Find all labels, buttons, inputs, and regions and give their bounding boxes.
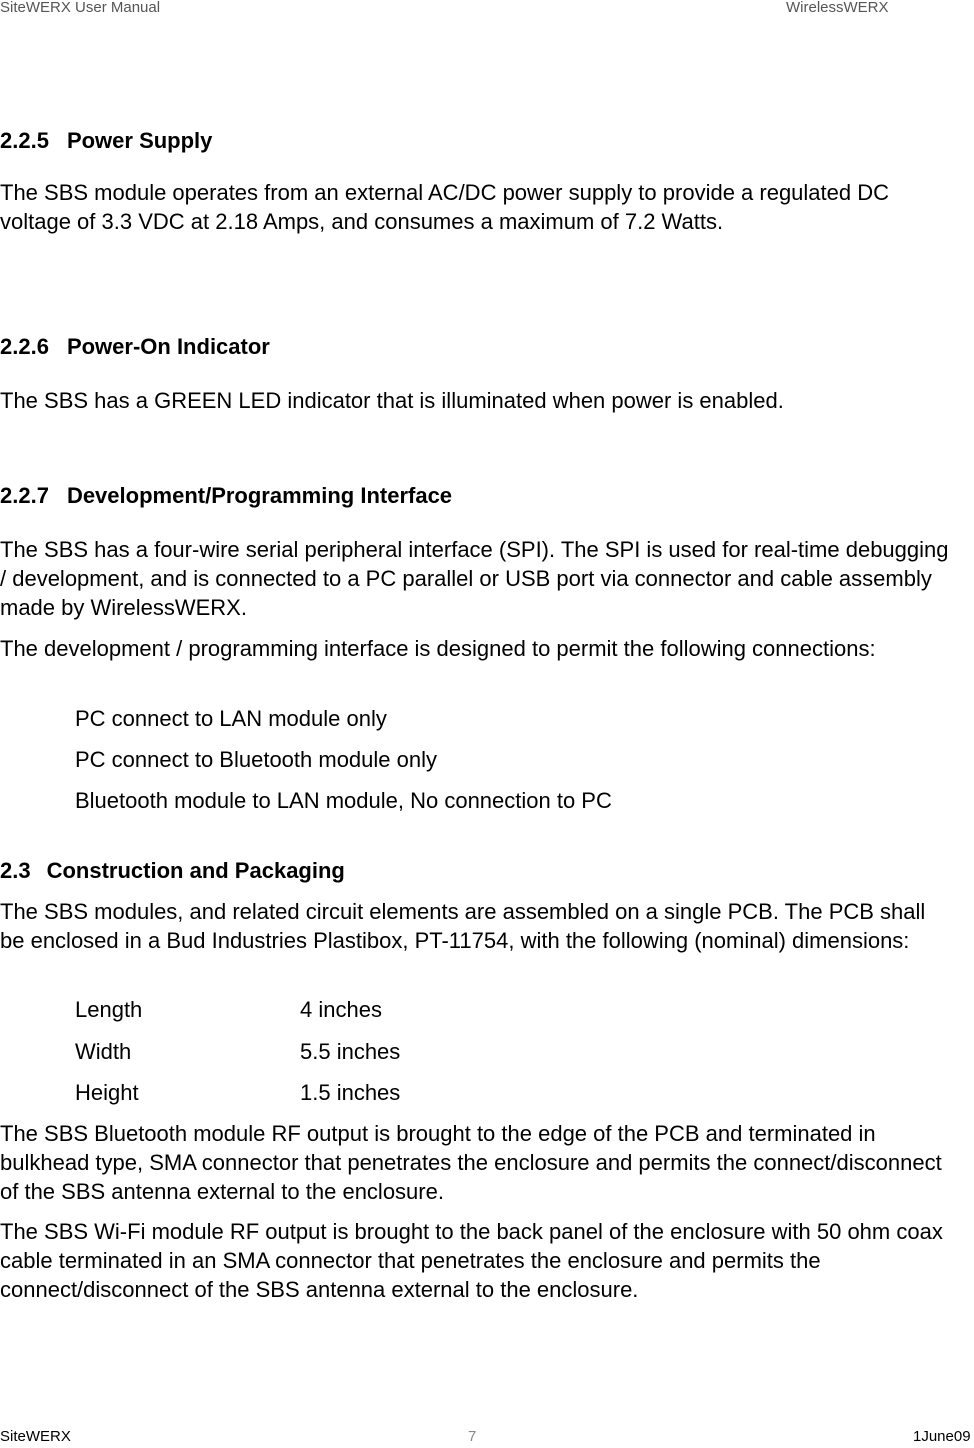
footer-left: SiteWERX (0, 1428, 71, 1445)
list-item: Bluetooth module to LAN module, No connection to PC (75, 788, 612, 813)
heading-number: 2.2.5 (0, 128, 49, 153)
dimension-value: 5.5 inches (300, 1039, 401, 1064)
list-item: PC connect to Bluetooth module only (75, 747, 438, 772)
paragraph-power-on-indicator: The SBS has a GREEN LED indicator that is illuminated when power is enabled. (0, 388, 784, 413)
heading-number: 2.2.7 (0, 483, 49, 508)
heading-title: Power-On Indicator (66, 334, 270, 359)
paragraph-connections: The development / programming interface is designed to permit the following connections: (0, 636, 876, 661)
heading-dev-interface (0, 481, 950, 510)
heading-number: 2.2.6 (0, 334, 49, 359)
footer-date: 1June09 (913, 1428, 971, 1445)
running-header-left: SiteWERX User Manual (0, 0, 161, 16)
heading-title: Development/Programming Interface (66, 483, 453, 508)
dimension-label: Length (75, 997, 143, 1022)
paragraph-spi: The SBS has a four-wire serial peripheral interface (SPI). The SPI is used for real-time debugging / development, and is connected to a PC parallel or USB port via connector and cable assembly made by WirelessWERX. (0, 537, 949, 620)
dimension-label: Width (75, 1039, 132, 1064)
heading-power-on-indicator (0, 332, 950, 361)
heading-title: Construction and Packaging (46, 858, 345, 883)
running-header-right: WirelessWERX (786, 0, 889, 16)
paragraph-power-supply: The SBS module operates from an external AC/DC power supply to provide a regulated DC voltage of 3.3 VDC at 2.18 Amps, and consumes a maximum of 7.2 Watts. (0, 180, 890, 234)
dimension-value: 1.5 inches (300, 1080, 401, 1105)
dimension-value: 4 inches (300, 997, 382, 1022)
heading-number: 2.3 (0, 858, 31, 883)
heading-construction (0, 856, 950, 885)
heading-title: Power Supply (66, 128, 213, 153)
paragraph-bluetooth-rf: The SBS Bluetooth module RF output is brought to the edge of the PCB and terminated in bulkhead type, SMA connector that penetrates the enclosure and permits the connect/disconnect of the SBS antenna external to the enclosure. (0, 1121, 942, 1204)
paragraph-wifi-rf: The SBS Wi-Fi module RF output is brought to the back panel of the enclosure with 50 ohm coax cable terminated in an SMA connector that penetrates the enclosure and permits the connect/disconnect of the SBS antenna external to the enclosure. (0, 1219, 943, 1302)
heading-power-supply (0, 126, 950, 155)
page-number: 7 (468, 1428, 477, 1445)
paragraph-construction: The SBS modules, and related circuit elements are assembled on a single PCB. The PCB shall be enclosed in a Bud Industries Plastibox, PT-11754, with the following (nominal) dimensions: (0, 899, 926, 953)
list-item: PC connect to LAN module only (75, 706, 387, 731)
dimension-label: Height (75, 1080, 139, 1105)
